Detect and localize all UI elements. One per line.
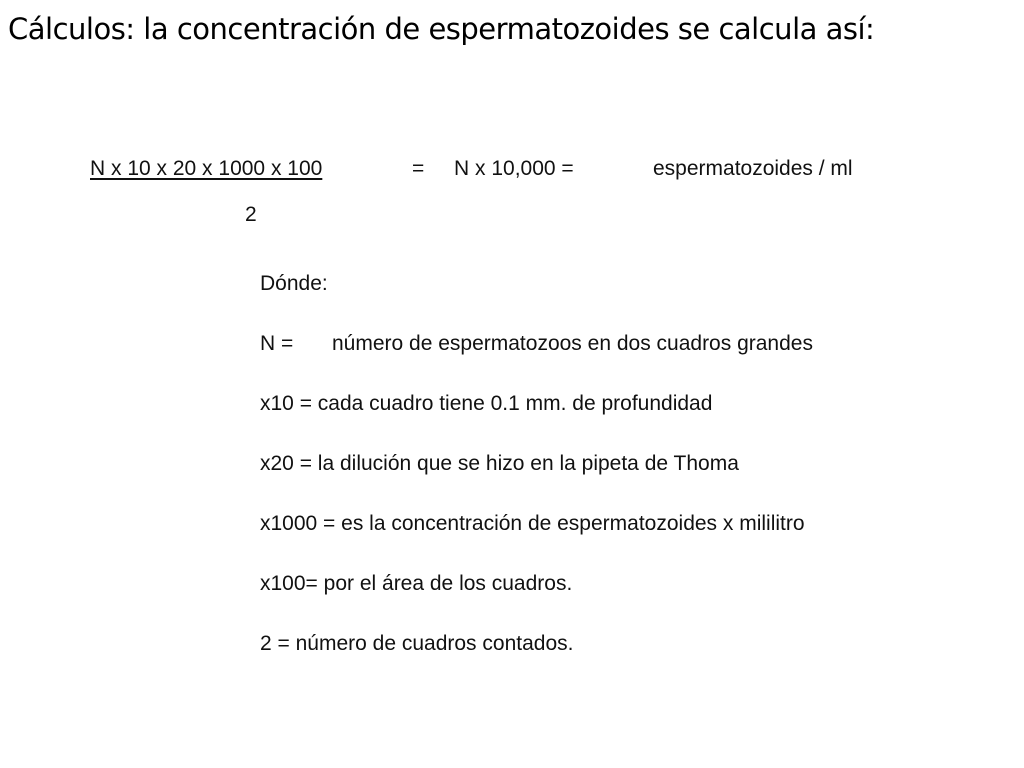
definition-description: la dilución que se hizo en la pipeta de Thoma <box>311 452 739 475</box>
definition-item <box>260 632 813 692</box>
definitions-list <box>260 272 813 692</box>
definition-term: N = <box>260 332 294 355</box>
definition-term: x1000 = <box>260 512 336 535</box>
definition-description: cada cuadro tiene 0.1 mm. de profundidad <box>311 392 713 415</box>
formula-units: espermatozoides / ml <box>653 157 853 180</box>
definition-item <box>260 332 813 392</box>
formula-equals: = <box>412 157 425 180</box>
formula-result: N x 10,000 = <box>454 157 574 180</box>
definition-item <box>260 392 813 452</box>
formula-denominator: 2 <box>245 203 257 226</box>
definition-item <box>260 572 813 632</box>
definition-term: x100= <box>260 572 318 595</box>
slide-title: Cálculos: la concentración de espermatozoides se calcula así: <box>8 12 875 46</box>
definition-term: x20 = <box>260 452 312 475</box>
definition-description: número de cuadros contados. <box>289 632 574 655</box>
definitions-heading: Dónde: <box>260 272 328 295</box>
definition-description: número de espermatozoos en dos cuadros grandes <box>332 332 813 355</box>
definition-item <box>260 452 813 512</box>
definition-term: 2 = <box>260 632 290 655</box>
definition-description: es la concentración de espermatozoides x mililitro <box>335 512 805 535</box>
definition-term: x10 = <box>260 392 312 415</box>
formula-numerator: N x 10 x 20 x 1000 x 100 <box>90 157 323 180</box>
definition-description: por el área de los cuadros. <box>317 572 573 595</box>
definition-item <box>260 512 813 572</box>
